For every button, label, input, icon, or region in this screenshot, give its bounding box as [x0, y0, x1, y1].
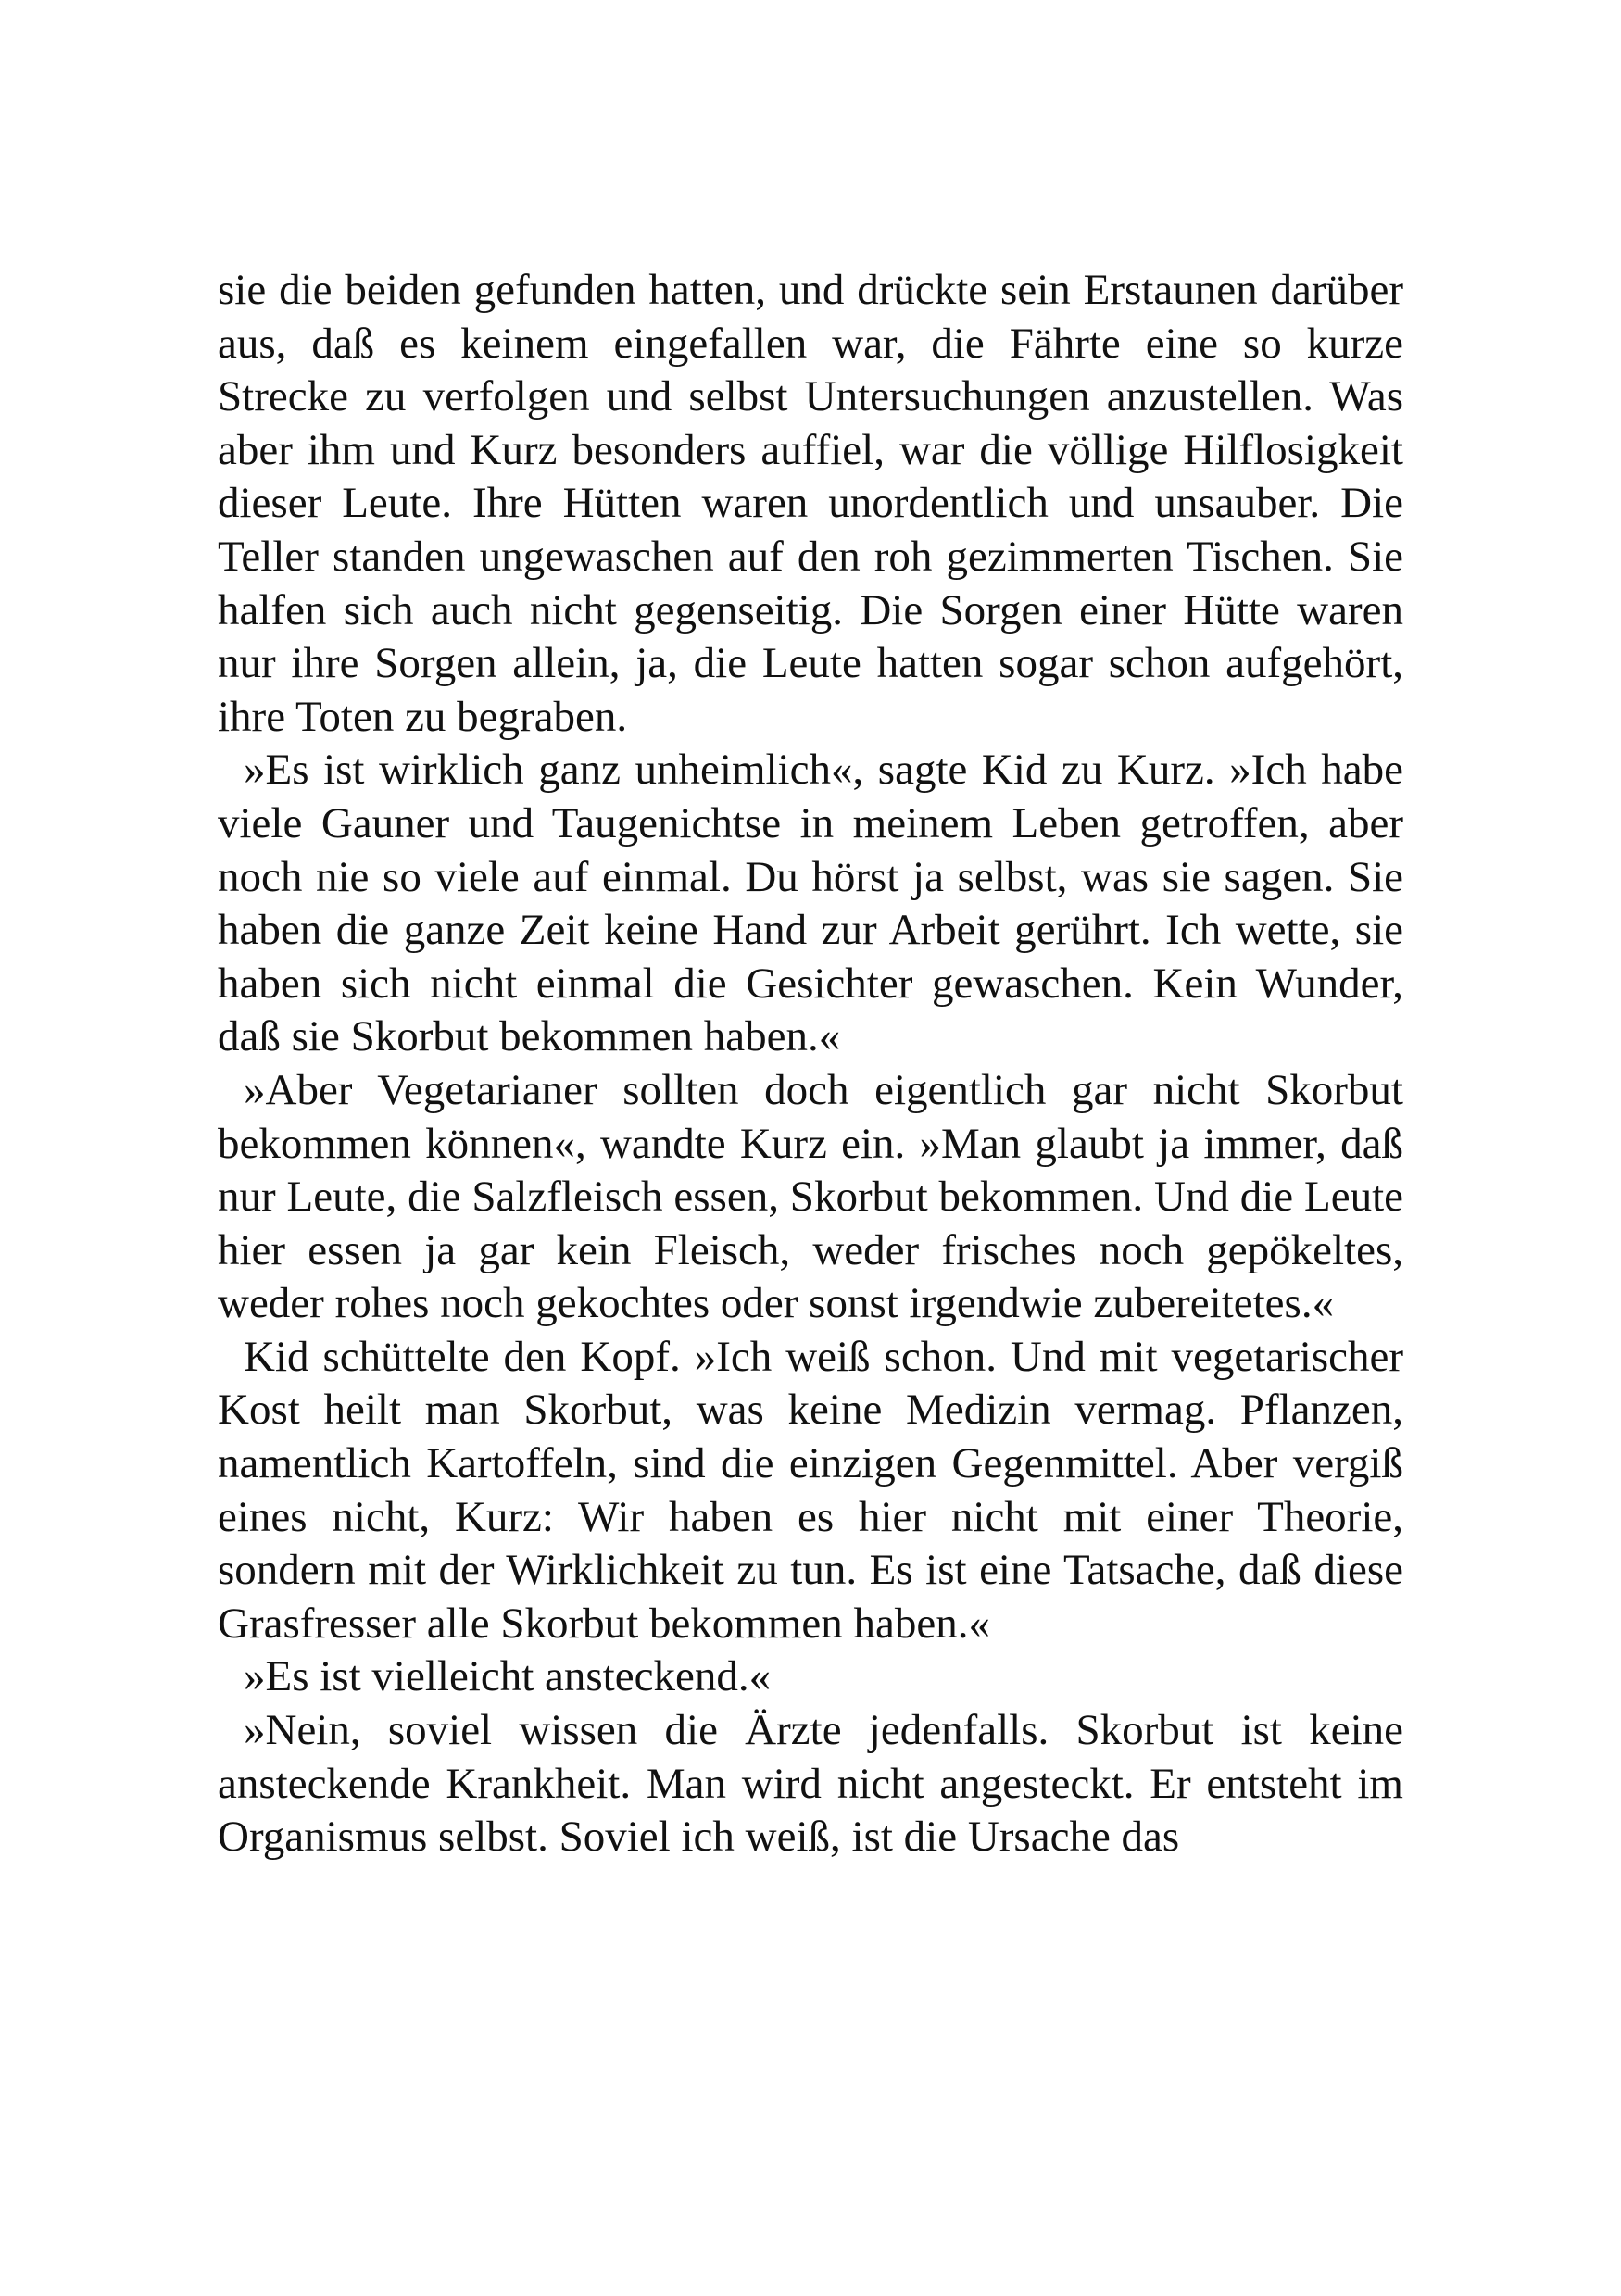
paragraph-5: »Es ist vielleicht ansteckend.« [244, 1652, 772, 1701]
page-body [218, 264, 1403, 1864]
paragraph-4: Kid schüttelte den Kopf. »Ich weiß schon. Und mit vegetarischer Kost heilt man Skorbut, was keine Medizin vermag. Pflanzen, namentlich Kartoffeln, sind die einzigen Gegenmittel. Aber vergiß eines nicht, Kurz: Wir haben es hier nicht mit einer Theorie, sondern mit der Wirklichkeit zu tun. Es ist eine Tatsache, daß diese Grasfresser alle Skorbut bekommen haben.« [218, 1332, 1403, 1648]
paragraph-1: sie die beiden gefunden hatten, und drückte sein Erstaunen darüber aus, daß es keinem eingefallen war, die Fährte eine so kurze Strecke zu verfolgen und selbst Untersuchungen anzustellen. Was aber ihm und Kurz besonders auffiel, war die völlige Hilflosigkeit dieser Leute. Ihre Hütten waren unordentlich und unsauber. Die Teller standen ungewaschen auf den roh gezimmerten Tischen. Sie halfen sich auch nicht gegenseitig. Die Sorgen einer Hütte waren nur ihre Sorgen allein, ja, die Leute hatten sogar schon aufgehört, ihre Toten zu begraben. [218, 266, 1403, 741]
paragraph-2: »Es ist wirklich ganz unheimlich«, sagte Kid zu Kurz. »Ich habe viele Gauner und Taugenichtse in meinem Leben getroffen, aber noch nie so viele auf einmal. Du hörst ja selbst, was sie sagen. Sie haben die ganze Zeit keine Hand zur Arbeit gerührt. Ich wette, sie haben sich nicht einmal die Gesichter gewaschen. Kein Wunder, daß sie Skorbut bekommen haben.« [218, 746, 1403, 1061]
paragraph-3: »Aber Vegetarianer sollten doch eigentlich gar nicht Skorbut bekommen können«, wandte Kurz ein. »Man glaubt ja immer, daß nur Leute, die Salzfleisch essen, Skorbut bekommen. Und die Leute hier essen ja gar kein Fleisch, weder frisches noch gepökeltes, weder rohes noch gekochtes oder sonst irgendwie zubereitetes.« [218, 1065, 1403, 1328]
paragraph-6: »Nein, soviel wissen die Ärzte jedenfalls. Skorbut ist keine ansteckende Krankheit. Man wird nicht angesteckt. Er entsteht im Organismus selbst. Soviel ich weiß, ist die Ursache das [218, 1706, 1403, 1862]
